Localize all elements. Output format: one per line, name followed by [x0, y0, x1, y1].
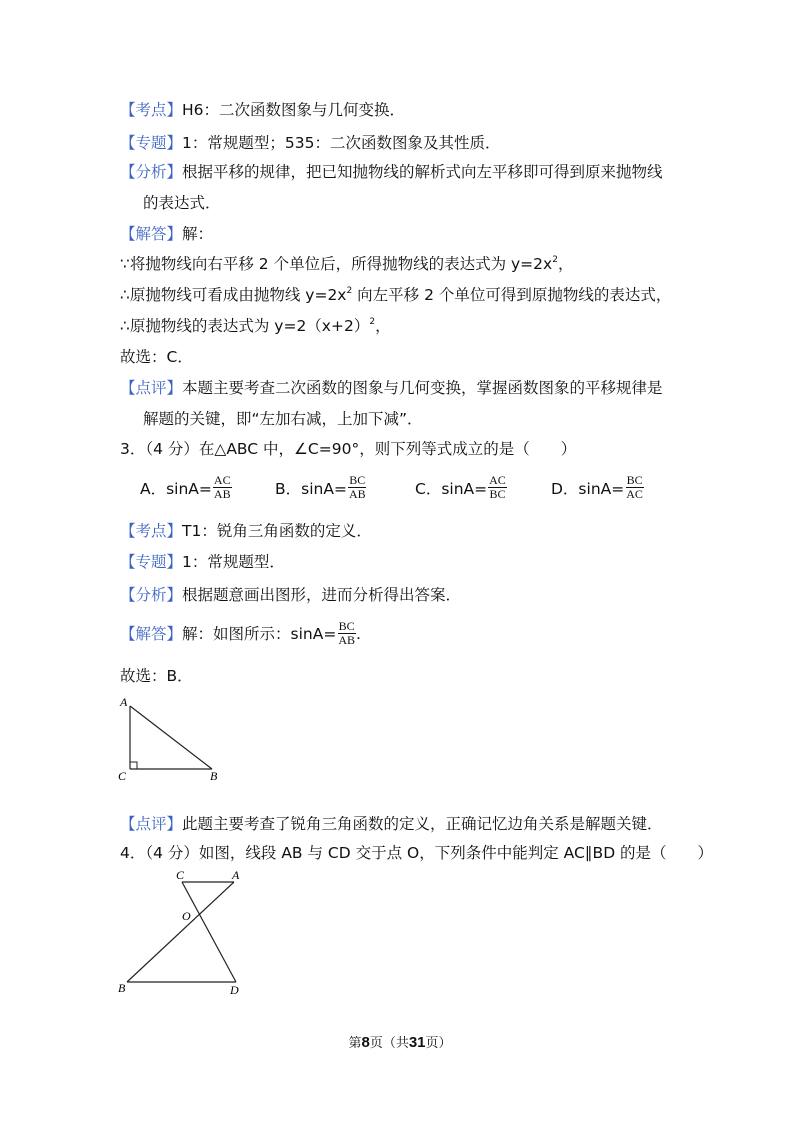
jieda-text: 解：如图所示：sinA=	[182, 624, 337, 643]
fenxi-tag: 【分析】	[120, 586, 183, 604]
segment-cd	[182, 882, 236, 982]
denominator: BC	[489, 487, 506, 501]
exponent: 2	[552, 255, 558, 265]
zhuanti-text: 1：常规题型；535：二次函数图象及其性质．	[182, 134, 501, 152]
dianping-line-1	[120, 378, 663, 398]
solution-step-3	[120, 316, 391, 336]
kaodian-tag: 【考点】	[120, 101, 183, 119]
zhuanti-line-1	[120, 133, 500, 153]
fenxi-text: 根据题意画出图形，进而分析得出答案．	[182, 586, 462, 604]
jieda-tag: 【解答】	[120, 225, 183, 243]
page-number: 8	[361, 1034, 370, 1051]
option-c	[415, 474, 507, 501]
vertex-label-a: A	[120, 695, 128, 709]
dianping-tag: 【点评】	[120, 815, 183, 833]
dianping-text: 本题主要考查二次函数的图象与几何变换，掌握函数图象的平移规律是	[182, 379, 663, 397]
dianping-text: 此题主要考查了锐角三角函数的定义，正确记忆边角关系是解题关键．	[182, 815, 663, 833]
vertex-label-b: B	[210, 769, 218, 783]
side-ab	[130, 706, 212, 769]
fenxi-line-1	[120, 162, 663, 182]
option-d	[551, 474, 644, 501]
option-a	[140, 474, 232, 501]
total-pages: 31	[408, 1034, 426, 1051]
dianping-line-3	[120, 814, 663, 834]
fraction	[348, 474, 367, 501]
option-label: B．sinA=	[275, 479, 347, 498]
jieda-text: 解：	[182, 225, 214, 243]
point-label-o: O	[182, 909, 191, 923]
solution-step-1	[120, 254, 573, 274]
step-text: ∴原抛物线的表达式为 y=2（x+2）	[120, 317, 370, 335]
page-footer	[0, 1032, 800, 1051]
jieda-line-3	[120, 620, 361, 647]
step-punct: ，	[375, 317, 391, 335]
vertex-label-c: C	[118, 769, 127, 783]
fraction	[213, 474, 232, 501]
footer-prefix: 第	[348, 1036, 362, 1051]
exponent: 2	[369, 317, 376, 327]
denominator: AB	[348, 487, 366, 501]
jieda-tag: 【解答】	[120, 624, 183, 643]
step-text: ∴原抛物线可看成由抛物线 y=2x	[120, 286, 347, 304]
option-b	[275, 474, 367, 501]
step-text-tail: 向左平移 2 个单位可得到原抛物线的表达式，	[352, 286, 672, 304]
option-label: A．sinA=	[140, 479, 212, 498]
question-3: 3．（4 分）在△ABC 中，∠C=90°，则下列等式成立的是（ ）	[120, 440, 577, 458]
kaodian-line-1	[120, 100, 405, 120]
numerator: AC	[213, 473, 231, 487]
right-angle-mark	[130, 762, 137, 769]
step-punct: ，	[557, 255, 574, 273]
option-label: C．sinA=	[415, 479, 488, 498]
denominator: AC	[626, 487, 643, 501]
kaodian-text: H6：二次函数图象与几何变换．	[182, 101, 406, 119]
fenxi-line-3	[120, 585, 461, 605]
kaodian-tag: 【考点】	[120, 522, 183, 540]
point-label-d: D	[230, 983, 239, 997]
question-4: 4．（4 分）如图，线段 AB 与 CD 交于点 O，下列条件中能判定 AC∥BD 的是（ ）	[120, 844, 714, 862]
intersecting-segments-figure	[112, 864, 262, 999]
dianping-tag: 【点评】	[120, 379, 183, 397]
numerator: BC	[626, 473, 643, 487]
option-label: D．sinA=	[551, 479, 625, 498]
numerator: BC	[338, 619, 355, 633]
denominator: AB	[338, 633, 355, 647]
numerator: AC	[489, 473, 506, 487]
zhuanti-text: 1：常规题型．	[182, 553, 285, 571]
point-label-c: C	[176, 868, 185, 882]
segment-ab	[127, 882, 234, 982]
fraction	[625, 474, 644, 501]
exponent: 2	[346, 286, 353, 296]
kaodian-line-3	[120, 521, 372, 541]
footer-suffix: 页）	[425, 1036, 452, 1051]
point-label-a: A	[232, 868, 240, 882]
zhuanti-tag: 【专题】	[120, 134, 183, 152]
step-text: ∵将抛物线向右平移 2 个单位后，所得抛物线的表达式为 y=2x	[120, 255, 553, 273]
right-triangle-figure	[112, 692, 252, 787]
denominator: AB	[213, 487, 231, 501]
solution-step-2	[120, 285, 671, 305]
fraction	[337, 620, 356, 647]
fraction	[488, 474, 507, 501]
point-label-b: B	[118, 981, 126, 995]
period: .	[355, 624, 361, 643]
zhuanti-line-3	[120, 552, 285, 572]
fenxi-tag: 【分析】	[120, 163, 183, 181]
fenxi-line-1-cont: 的表达式．	[143, 194, 221, 212]
numerator: BC	[349, 473, 366, 487]
answer-choice-3: 故选：B．	[120, 667, 193, 685]
dianping-line-1-cont: 解题的关键，即“左加右减，上加下减”．	[143, 410, 423, 428]
jieda-line-1	[120, 224, 213, 244]
footer-middle: 页（共	[369, 1036, 409, 1051]
fenxi-text: 根据平移的规律，把已知抛物线的解析式向左平移即可得到原来抛物线	[182, 163, 663, 181]
answer-choice-1: 故选：C．	[120, 348, 193, 366]
zhuanti-tag: 【专题】	[120, 553, 183, 571]
kaodian-text: T1：锐角三角函数的定义．	[182, 522, 372, 540]
